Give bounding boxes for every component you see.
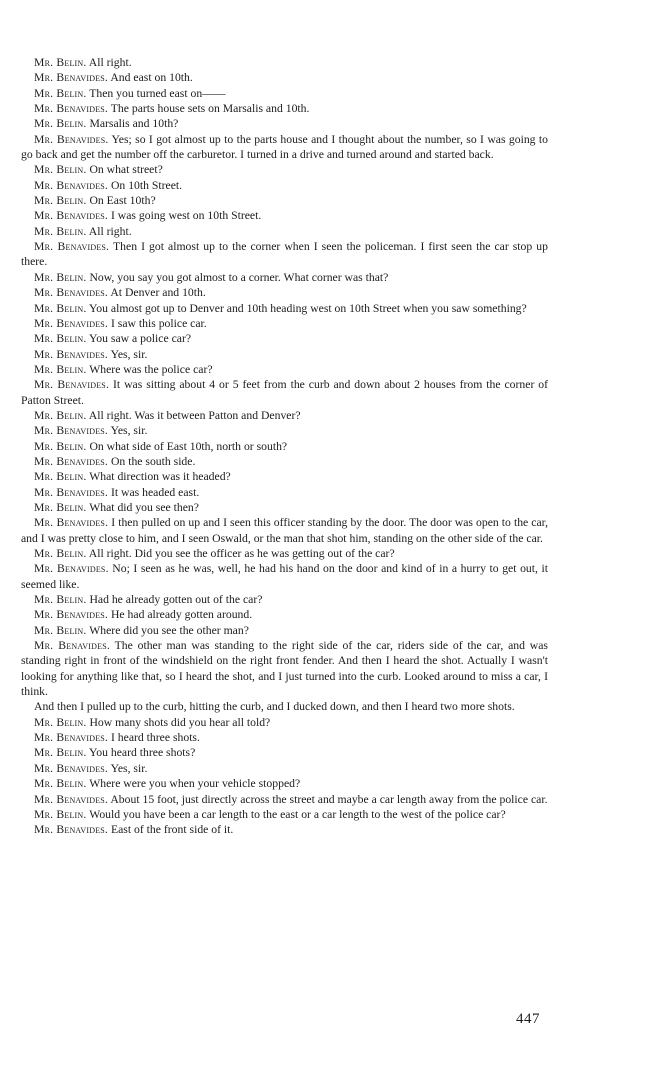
testimony-text: The parts house sets on Marsalis and 10th. (110, 102, 310, 116)
transcript-paragraph (21, 485, 548, 500)
speaker-name: Mr. Belin. (34, 332, 87, 346)
testimony-text: How many shots did you hear all told? (89, 715, 271, 729)
testimony-text: Then I got almost up to the corner when I seen the policeman. I first seen the car stop up there. (21, 240, 548, 269)
testimony-text: All right. Was it between Patton and Denver? (88, 408, 301, 422)
speaker-name: Mr. Benavides. (34, 316, 109, 330)
speaker-name: Mr. Belin. (34, 163, 87, 177)
transcript-paragraph (21, 132, 548, 163)
testimony-text: Yes, sir. (110, 347, 148, 361)
speaker-name: Mr. Belin. (34, 807, 87, 821)
transcript-paragraph (21, 546, 548, 561)
testimony-text: You saw a police car? (89, 332, 192, 346)
transcript-paragraph (21, 116, 548, 131)
transcript-paragraph (21, 745, 548, 760)
speaker-name: Mr. Belin. (34, 439, 87, 453)
transcript-paragraph (21, 162, 548, 177)
transcript-paragraph (21, 285, 548, 300)
transcript-paragraph (21, 592, 548, 607)
transcript-paragraph (21, 193, 548, 208)
testimony-text: All right. (88, 224, 132, 238)
transcript-paragraph (21, 822, 548, 837)
transcript-paragraph (21, 178, 548, 193)
speaker-name: Mr. Benavides. (34, 378, 110, 392)
speaker-name: Mr. Belin. (34, 224, 87, 238)
testimony-text: All right. (88, 56, 132, 69)
testimony-text: On what side of East 10th, north or south? (89, 439, 288, 453)
speaker-name: Mr. Benavides. (34, 516, 109, 530)
testimony-text: What direction was it headed? (89, 470, 231, 484)
testimony-text: Would you have been a car length to the east or a car length to the west of the police car? (89, 807, 506, 821)
transcript-paragraph (21, 454, 548, 469)
page-number: 447 (516, 1011, 540, 1027)
testimony-text: Had he already gotten out of the car? (89, 593, 263, 607)
transcript-paragraph (21, 101, 548, 116)
speaker-name: Mr. Belin. (34, 301, 87, 315)
speaker-name: Mr. Benavides. (34, 454, 109, 468)
speaker-name: Mr. Belin. (34, 547, 87, 560)
testimony-text: Marsalis and 10th? (89, 117, 179, 131)
speaker-name: Mr. Benavides. (34, 823, 109, 837)
speaker-name: Mr. Belin. (34, 593, 87, 607)
testimony-text: East of the front side of it. (110, 823, 234, 837)
transcript-paragraph (21, 331, 548, 346)
transcript-paragraph (21, 715, 548, 730)
testimony-text: You heard three shots? (89, 746, 196, 760)
testimony-text: I then pulled on up and I seen this officer standing by the door. The door was open to the car, and I was pretty close to him, and I seen Oswald, or the man that shot him, standing on the other side of the car. (21, 516, 549, 545)
testimony-text: Where were you when your vehicle stopped? (89, 777, 301, 791)
transcript-paragraph (21, 699, 548, 714)
speaker-name: Mr. Benavides. (34, 71, 109, 85)
testimony-text: No; I seen as he was, well, he had his hand on the door and kind of in a hurry to get out, it seemed like. (21, 562, 548, 591)
testimony-text: Yes, sir. (110, 424, 148, 438)
speaker-name: Mr. Belin. (34, 194, 87, 208)
testimony-text: It was sitting about 4 or 5 feet from the curb and down about 2 houses from the corner of Patton Street. (21, 378, 549, 407)
testimony-text: Where was the police car? (89, 362, 213, 376)
testimony-text: You almost got up to Denver and 10th heading west on 10th Street when you saw something? (89, 301, 527, 315)
testimony-text: Where did you see the other man? (89, 623, 249, 637)
speaker-name: Mr. Belin. (34, 623, 87, 637)
speaker-name: Mr. Benavides. (34, 639, 110, 653)
transcript-paragraph (21, 70, 548, 85)
speaker-name: Mr. Benavides. (34, 209, 109, 223)
speaker-name: Mr. Benavides. (34, 178, 109, 192)
transcript-paragraph (21, 301, 548, 316)
transcript-paragraph (21, 561, 548, 592)
transcript-paragraph (21, 423, 548, 438)
transcript-paragraph (21, 55, 548, 70)
speaker-name: Mr. Belin. (34, 746, 87, 760)
speaker-name: Mr. Benavides. (34, 792, 109, 806)
testimony-text: It was headed east. (110, 485, 200, 499)
speaker-name: Mr. Belin. (34, 470, 87, 484)
transcript-paragraph (21, 439, 548, 454)
speaker-name: Mr. Belin. (34, 117, 87, 131)
transcript-paragraph (21, 469, 548, 484)
transcript-paragraph (21, 607, 548, 622)
transcript-paragraph (21, 500, 548, 515)
testimony-text: On what street? (89, 163, 163, 177)
testimony-text: At Denver and 10th. (110, 286, 206, 300)
testimony-text: On 10th Street. (110, 178, 183, 192)
speaker-name: Mr. Belin. (34, 86, 87, 100)
speaker-name: Mr. Belin. (34, 408, 87, 422)
transcript-paragraph (21, 224, 548, 239)
speaker-name: Mr. Benavides. (34, 286, 109, 300)
testimony-text: Yes; so I got almost up to the parts house and I thought about the number, so I was going to go back and get the number off the carburetor. I turned in a drive and turned around and started back. (21, 132, 549, 162)
transcript-paragraph (21, 792, 548, 807)
speaker-name: Mr. Benavides. (34, 731, 109, 745)
transcript-paragraph (21, 408, 548, 423)
testimony-text: What did you see then? (89, 500, 199, 514)
transcript-paragraph (21, 239, 548, 270)
transcript-paragraph (21, 776, 548, 791)
testimony-text: I heard three shots. (110, 731, 200, 745)
speaker-name: Mr. Benavides. (34, 485, 109, 499)
speaker-name: Mr. Benavides. (34, 424, 109, 438)
transcript-paragraph (21, 515, 548, 546)
transcript-paragraph (21, 638, 548, 699)
testimony-text: All right. Did you see the officer as he was getting out of the car? (88, 547, 395, 560)
testimony-text: He had already gotten around. (110, 608, 253, 622)
transcript-page (21, 55, 548, 838)
speaker-name: Mr. Benavides. (34, 761, 109, 775)
speaker-name: Mr. Belin. (34, 56, 87, 69)
transcript-paragraph (21, 208, 548, 223)
testimony-text: The other man was standing to the right side of the car, riders side of the car, and was standing right in front of the windshield on the right front fender. And then I heard the shot. Actually I wasn't looking for anything like that, so I heard the shot, and I just turned into the curb. Looked around to miss a car, I think. (21, 639, 548, 699)
testimony-text: Then you turned east on—— (89, 86, 226, 100)
transcript-paragraph (21, 730, 548, 745)
speaker-name: Mr. Benavides. (34, 562, 109, 576)
testimony-text: And then I pulled up to the curb, hitting the curb, and I ducked down, and then I heard two more shots. (34, 700, 515, 714)
speaker-name: Mr. Benavides. (34, 132, 109, 146)
testimony-text: On East 10th? (89, 194, 156, 208)
speaker-name: Mr. Benavides. (34, 347, 109, 361)
testimony-text: Yes, sir. (110, 761, 148, 775)
transcript-paragraph (21, 362, 548, 377)
speaker-name: Mr. Belin. (34, 715, 87, 729)
transcript-paragraph (21, 761, 548, 776)
testimony-text: Now, you say you got almost to a corner. What corner was that? (89, 270, 389, 284)
testimony-text: About 15 foot, just directly across the street and maybe a car length away from the police car. (110, 792, 548, 806)
speaker-name: Mr. Belin. (34, 500, 87, 514)
testimony-text: On the south side. (110, 454, 196, 468)
speaker-name: Mr. Belin. (34, 362, 87, 376)
testimony-text: I saw this police car. (110, 316, 207, 330)
speaker-name: Mr. Benavides. (34, 608, 109, 622)
transcript-paragraph (21, 270, 548, 285)
transcript-paragraph (21, 316, 548, 331)
speaker-name: Mr. Belin. (34, 777, 87, 791)
transcript-paragraph (21, 807, 548, 822)
transcript-paragraph (21, 377, 548, 408)
speaker-name: Mr. Benavides. (34, 240, 110, 254)
testimony-text: And east on 10th. (110, 71, 193, 85)
speaker-name: Mr. Belin. (34, 270, 87, 284)
testimony-text: I was going west on 10th Street. (110, 209, 262, 223)
transcript-paragraph (21, 623, 548, 638)
transcript-paragraph (21, 86, 548, 101)
speaker-name: Mr. Benavides. (34, 102, 109, 116)
transcript-paragraph (21, 347, 548, 362)
